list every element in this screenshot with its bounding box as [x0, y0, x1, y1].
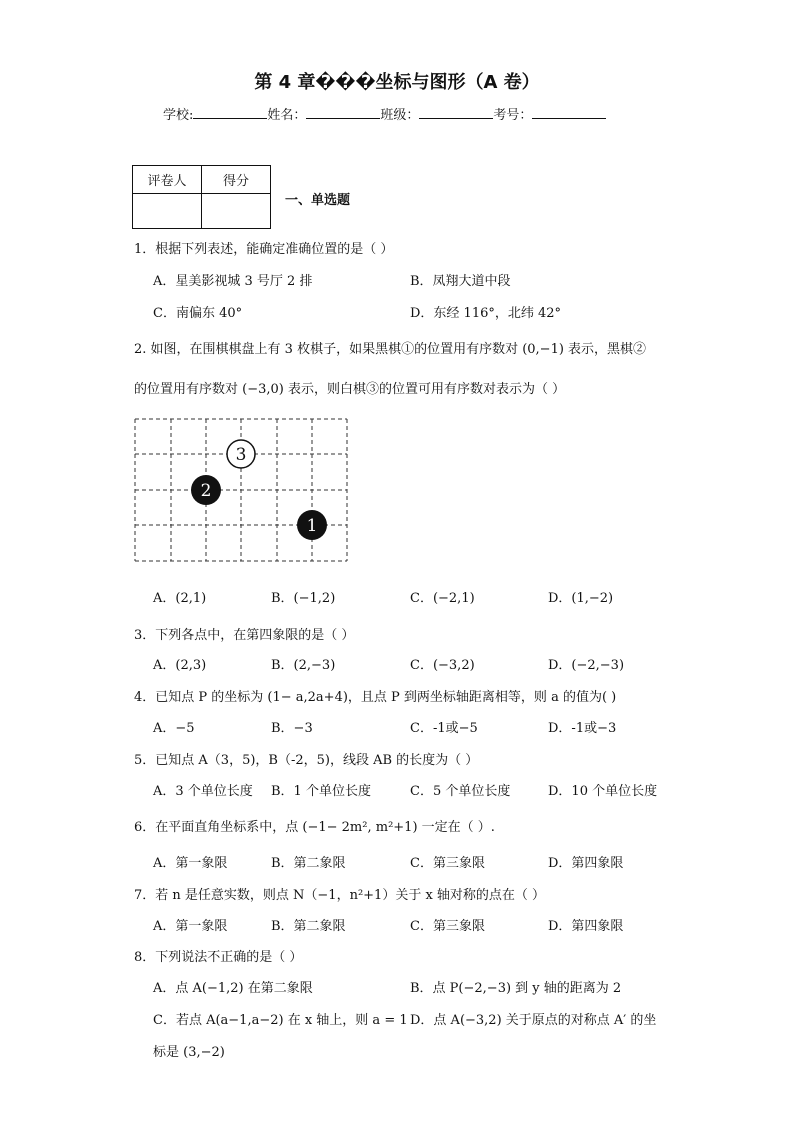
grader-cell [133, 194, 202, 229]
question-7: 7．若 n 是任意实数，则点 N（−1，n²+1）关于 x 轴对称的点在（ ） [134, 888, 546, 903]
q4-option-b: B．−3 [271, 721, 313, 736]
q1-option-c: C．南偏东 40° [153, 306, 243, 321]
score-header: 得分 [202, 166, 271, 194]
question-6: 6．在平面直角坐标系中，点 (−1− 2m², m²+1) 一定在（ ）. [134, 820, 495, 835]
q3-option-a: A．(2,3) [153, 658, 207, 673]
q3-option-b: B．(2,−3) [271, 658, 336, 673]
question-1: 1．根据下列表述，能确定准确位置的是（ ） [134, 242, 394, 257]
q4-option-c: C．-1或−5 [410, 721, 478, 736]
q1-option-a: A．星美影视城 3 号厅 2 排 [153, 274, 313, 289]
q8-option-c: C．若点 A(a−1,a−2) 在 x 轴上，则 a = 1 [153, 1013, 408, 1028]
q8-option-d: D．点 A(−3,2) 关于原点的对称点 A′ 的坐 [410, 1013, 657, 1028]
q6-option-c: C．第三象限 [410, 856, 485, 871]
q7-option-c: C．第三象限 [410, 919, 485, 934]
stone-1-label: 1 [306, 516, 318, 536]
q4-option-a: A．−5 [153, 721, 195, 736]
q1-option-b: B．凤翔大道中段 [410, 274, 511, 289]
q2-option-d: D．(1,−2) [548, 591, 614, 606]
class-blank[interactable] [419, 106, 493, 119]
q7-option-b: B．第二象限 [271, 919, 346, 934]
q6-option-b: B．第二象限 [271, 856, 346, 871]
q4-option-d: D．-1或−3 [548, 721, 617, 736]
q2-option-a: A．(2,1) [153, 591, 207, 606]
white-stone-3 [227, 440, 255, 468]
q1-option-d: D．东经 116°，北纬 42° [410, 306, 562, 321]
q8-option-a: A．点 A(−1,2) 在第二象限 [153, 981, 313, 996]
id-blank[interactable] [532, 106, 606, 119]
q5-option-c: C．5 个单位长度 [410, 784, 511, 799]
name-blank[interactable] [306, 106, 380, 119]
question-5: 5．已知点 A（3，5)，B（-2，5)，线段 AB 的长度为（ ） [134, 753, 479, 768]
q7-option-a: A．第一象限 [153, 919, 228, 934]
q6-option-a: A．第一象限 [153, 856, 228, 871]
score-table [132, 165, 271, 229]
q5-option-b: B．1 个单位长度 [271, 784, 371, 799]
q2-option-c: C．(−2,1) [410, 591, 475, 606]
q5-option-a: A．3 个单位长度 [153, 784, 253, 799]
section-heading: 一、单选题 [285, 193, 351, 208]
student-info-line [163, 104, 606, 123]
q6-option-d: D．第四象限 [548, 856, 624, 871]
black-stone-2 [191, 475, 221, 505]
question-4: 4．已知点 P 的坐标为 (1− a,2a+4)，且点 P 到两坐标轴距离相等，则 a 的值为( ) [134, 690, 617, 705]
question-2-line-2: 的位置用有序数对 (−3,0) 表示，则白棋③的位置可用有序数对表示为（ ） [134, 382, 566, 397]
q2-option-b: B．(−1,2) [271, 591, 336, 606]
black-stone-1 [297, 510, 327, 540]
question-3: 3．下列各点中，在第四象限的是（ ） [134, 628, 355, 643]
q8-option-b: B．点 P(−2,−3) 到 y 轴的距离为 2 [410, 981, 622, 996]
question-2-line-1: 2. 如图，在围棋棋盘上有 3 枚棋子，如果黑棋①的位置用有序数对 (0,−1) 表示，黑棋② [134, 342, 647, 357]
class-label: 班级： [380, 108, 420, 123]
q8-option-d-continued: 标是 (3,−2) [153, 1045, 225, 1060]
stone-2-label: 2 [200, 481, 212, 501]
go-board-figure [134, 418, 350, 566]
score-cell [202, 194, 271, 229]
id-label: 考号： [493, 108, 533, 123]
q3-option-c: C．(−3,2) [410, 658, 475, 673]
question-8: 8．下列说法不正确的是（ ） [134, 950, 303, 965]
name-label: 姓名： [267, 108, 307, 123]
stone-3-label: 3 [235, 445, 247, 465]
page-title: 第 4 章���坐标与图形（A 卷） [254, 72, 540, 93]
school-label: 学校: [163, 108, 194, 123]
grader-header: 评卷人 [133, 166, 202, 194]
q5-option-d: D．10 个单位长度 [548, 784, 658, 799]
school-blank[interactable] [193, 106, 267, 119]
q7-option-d: D．第四象限 [548, 919, 624, 934]
q3-option-d: D．(−2,−3) [548, 658, 625, 673]
